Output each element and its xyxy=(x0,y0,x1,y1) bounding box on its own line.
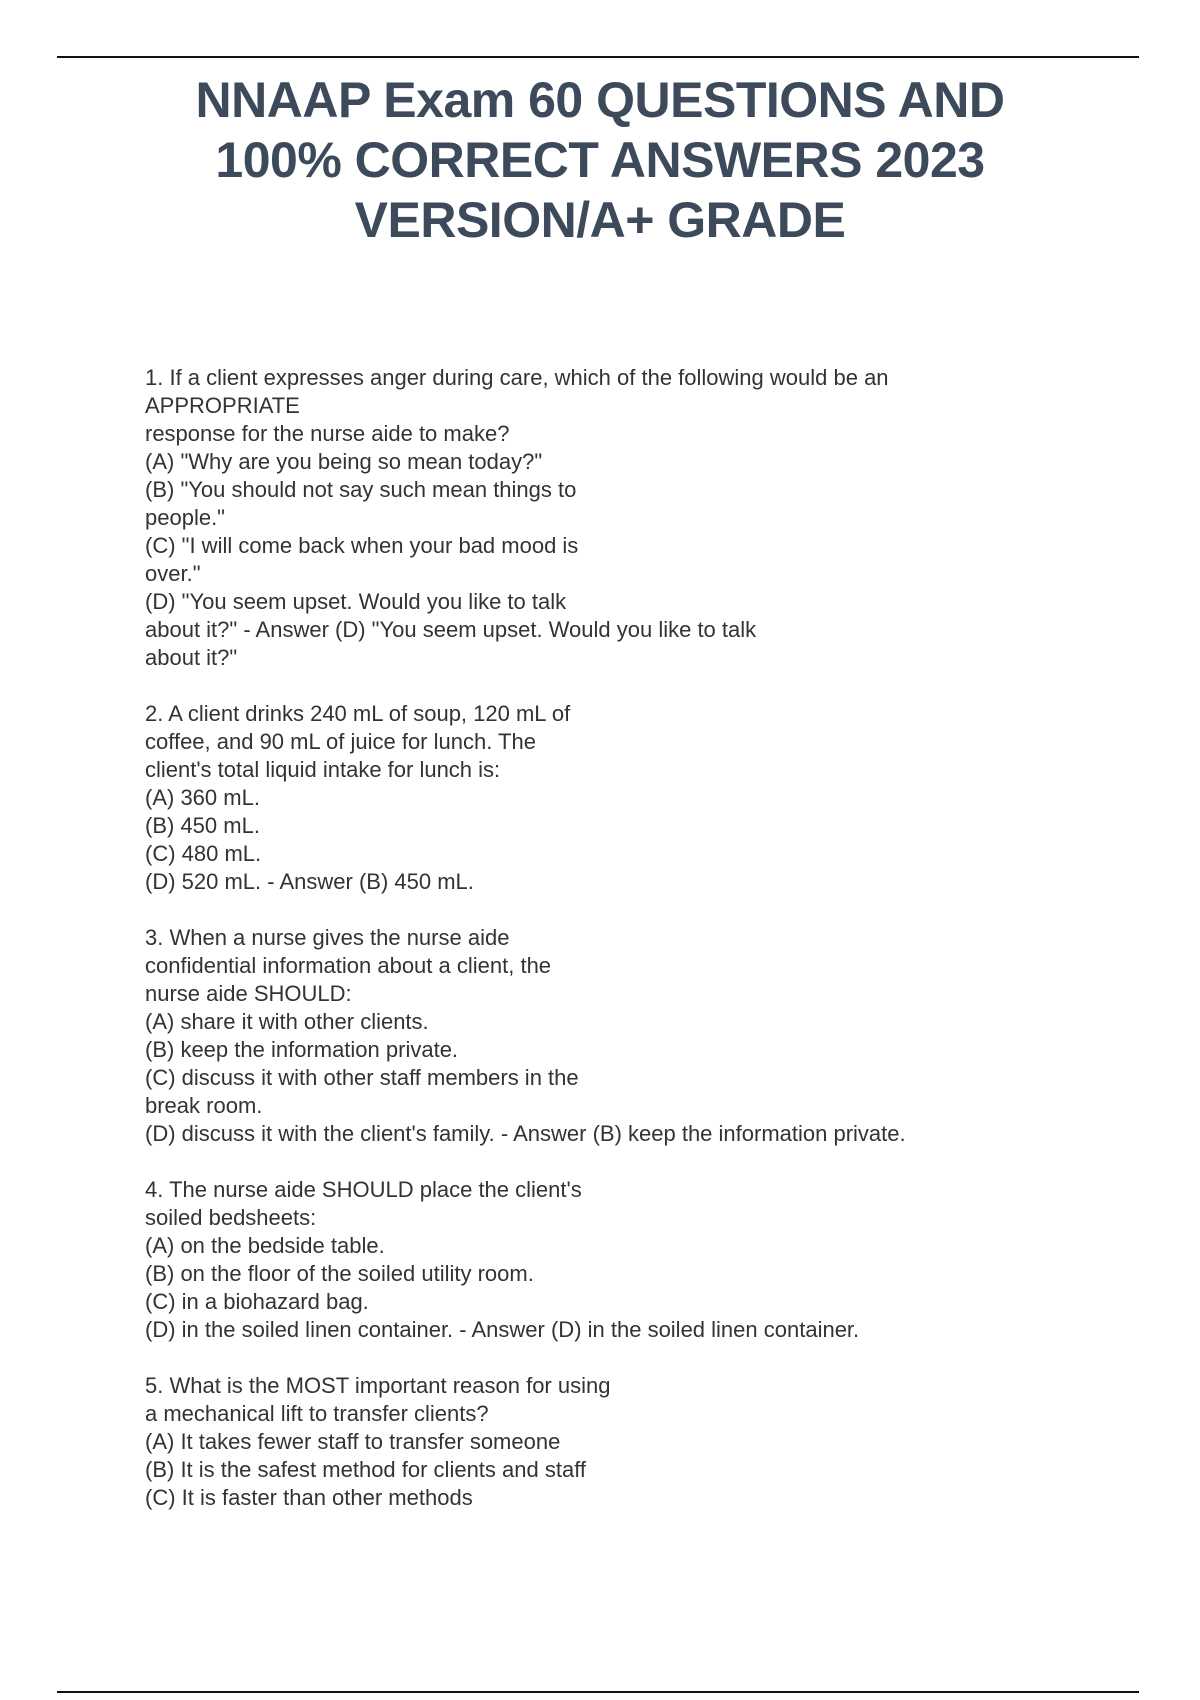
question-line: break room. xyxy=(145,1093,263,1118)
question-line: confidential information about a client, the xyxy=(145,953,552,978)
question-line: 1. If a client expresses anger during care, which of the following would be an xyxy=(145,365,889,390)
question-line: (C) It is faster than other methods xyxy=(145,1485,473,1510)
question-1 xyxy=(145,364,1045,672)
question-line: client's total liquid intake for lunch is: xyxy=(145,757,501,782)
question-line: about it?" xyxy=(145,645,238,670)
question-line: (A) It takes fewer staff to transfer someone xyxy=(145,1429,561,1454)
question-line: (B) keep the information private. xyxy=(145,1037,459,1062)
question-line: (D) "You seem upset. Would you like to talk xyxy=(145,589,567,614)
top-divider xyxy=(57,56,1139,58)
question-3 xyxy=(145,924,1045,1148)
questions-body xyxy=(145,364,1045,1540)
question-line: response for the nurse aide to make? xyxy=(145,421,510,446)
bottom-divider xyxy=(57,1691,1139,1693)
question-2 xyxy=(145,700,1045,896)
question-line: over." xyxy=(145,561,201,586)
title-line: VERSION/A+ GRADE xyxy=(354,192,846,248)
question-line: 5. What is the MOST important reason for using xyxy=(145,1373,611,1398)
question-line: (B) on the floor of the soiled utility room. xyxy=(145,1261,534,1286)
title-line: NNAAP Exam 60 QUESTIONS AND xyxy=(195,72,1005,128)
question-line: (C) "I will come back when your bad mood is xyxy=(145,533,579,558)
question-line: (D) in the soiled linen container. - Answer (D) in the soiled linen container. xyxy=(145,1317,860,1342)
question-line: (B) It is the safest method for clients and staff xyxy=(145,1457,587,1482)
question-line: (C) discuss it with other staff members in the xyxy=(145,1065,579,1090)
question-line: APPROPRIATE xyxy=(145,393,300,418)
question-line: (B) "You should not say such mean things to xyxy=(145,477,577,502)
document-title xyxy=(0,70,1200,250)
title-line: 100% CORRECT ANSWERS 2023 xyxy=(215,132,985,188)
question-line: (A) on the bedside table. xyxy=(145,1233,385,1258)
question-line: nurse aide SHOULD: xyxy=(145,981,352,1006)
question-line: a mechanical lift to transfer clients? xyxy=(145,1401,489,1426)
question-line: (D) 520 mL. - Answer (B) 450 mL. xyxy=(145,869,474,894)
question-line: coffee, and 90 mL of juice for lunch. The xyxy=(145,729,536,754)
question-line: (A) "Why are you being so mean today?" xyxy=(145,449,543,474)
question-line: (B) 450 mL. xyxy=(145,813,260,838)
question-line: (C) in a biohazard bag. xyxy=(145,1289,369,1314)
question-line: soiled bedsheets: xyxy=(145,1205,317,1230)
question-line: 3. When a nurse gives the nurse aide xyxy=(145,925,510,950)
question-4 xyxy=(145,1176,1045,1344)
question-line: people." xyxy=(145,505,225,530)
question-line: (C) 480 mL. xyxy=(145,841,262,866)
question-line: (A) 360 mL. xyxy=(145,785,260,810)
question-line: (A) share it with other clients. xyxy=(145,1009,429,1034)
question-line: 2. A client drinks 240 mL of soup, 120 mL of xyxy=(145,701,571,726)
question-5 xyxy=(145,1372,1045,1512)
question-line: (D) discuss it with the client's family. - Answer (B) keep the information private. xyxy=(145,1121,906,1146)
question-line: about it?" - Answer (D) "You seem upset. Would you like to talk xyxy=(145,617,757,642)
question-line: 4. The nurse aide SHOULD place the client's xyxy=(145,1177,582,1202)
